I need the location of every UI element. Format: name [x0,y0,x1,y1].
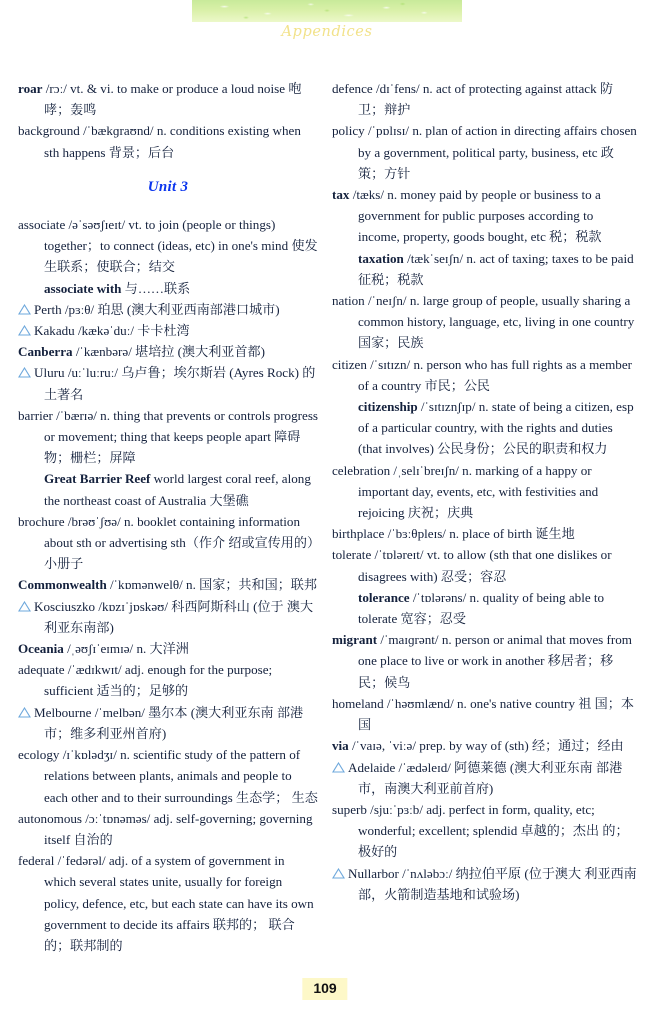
glossary-entry [332,460,637,524]
glossary-entry [18,638,318,659]
entry-definition: /tækˈseɪʃn/ n. act of taxing; taxes to be paid 征税；税款 [358,250,634,287]
entry-definition: /ˌəʊʃɪˈeɪmɪə/ n. 大洋洲 [63,641,189,657]
entry-line: to each other and to their surroundings 生态学； [44,768,292,805]
glossary-entry [18,702,318,744]
entry-line: chosen by a government, political party, business, [358,123,637,160]
entry-line: when sth happens 背景；后台 [44,123,301,160]
unit-heading: Unit 3 [147,178,189,195]
glossary-entry [18,214,318,278]
entry-headword: Commonwealth [18,577,107,593]
entry-first-line: Perth /pɜːθ/ 珀思 (澳大利亚西南部港口城市) [34,301,280,317]
entry-line: of relations between plants, animals and people [44,747,301,784]
glossary-entry [332,757,637,799]
entry-headword: tolerance [358,589,410,605]
glossary-entry [18,362,318,404]
entry-first-line: Melbourne /ˈmelbən/ 墨尔本 (澳大利亚东南 [34,704,274,720]
glossary-entry [332,735,637,756]
entry-definition: /ˈmaɪɡrənt/ n. person or animal that moves from one place to live or work in another 移居者；移民；候鸟 [358,632,632,690]
glossary-entry [332,799,637,863]
entry-line: 生态 [291,789,318,805]
entry-line: 绍或宣传用的）小册子 [44,535,314,572]
glossary-entry [18,278,318,299]
entry-definition: /tæks/ n. money paid by people or business to a government for public purposes according to income, property, goods bought, etc 税；税款 [349,187,602,245]
entry-group-after-unit [18,214,318,956]
entry-first-line: tolerate /ˈtɒləreɪt/ vt. to allow (sth that one dislikes [332,547,598,563]
entry-definition: /ˈtɒlərəns/ n. quality of being able to tolerate 宽容；忍受 [358,589,605,627]
glossary-entry [18,511,318,575]
entry-line: sharing a common history, language, etc, living [358,293,631,330]
entry-first-line: homeland /ˈhəʊmlænd/ n. one's native country 祖 [332,695,592,711]
glossary-column-right [332,70,637,905]
entry-headword: Great Barrier Reef [44,471,151,487]
banner-title: Appendices [281,24,373,40]
page-number: 109 [302,978,347,1000]
glossary-entry [18,341,318,362]
entry-headword: taxation [358,250,404,266]
glossary-entry [18,120,318,162]
entry-line: policy, defence, etc, but each state can have its [44,895,288,911]
glossary-column-left [18,70,318,956]
entry-first-line: background /ˈbækɡraʊnd/ n. conditions existing [18,123,270,139]
entry-line: 的；极好的 [358,823,629,860]
entry-first-line: roar /rɔː/ vt. & vi. to make or produce a loud noise [18,81,286,96]
entry-line: rejoicing 庆祝；庆典 [358,505,474,521]
entry-first-line: superb /sjuːˈpɜːb/ adj. perfect in form, quality, etc; [332,801,595,817]
glossary-entry [18,744,318,808]
glossary-entry [18,78,318,120]
entry-first-line: adequate /ˈædɪkwɪt/ adj. enough for the purpose; [18,662,273,678]
entry-line: 国；本国 [358,695,634,733]
entry-headword: associate with [44,280,122,296]
entry-line: own government to decide its affairs 联邦的； [44,895,314,932]
entry-definition: world largest coral reef, along the northeast coast of Australia 大堡礁 [44,471,311,508]
hollow-triangle-icon [332,868,345,879]
entry-first-line: policy /ˈpɒlɪsɪ/ n. plan of action in directing affairs [332,123,598,139]
entry-first-line: autonomous /ɔːˈtɒnəməs/ adj. self-governing; [18,810,257,826]
entry-line: information about sth or advertising sth（作介 [44,513,301,551]
glossary-entry [18,320,318,341]
entry-line: sufficient 适当的；足够的 [44,683,189,699]
entry-first-line: brochure /brəʊˈʃʊə/ n. booklet containing [18,513,235,529]
hollow-triangle-icon [18,367,31,378]
entry-group-right [332,78,637,905]
entry-headword: Oceania [18,641,64,657]
entry-line: 部港市，南澳大利亚前首府) [358,759,623,796]
glossary-entry [332,587,637,629]
glossary-entry [332,863,637,905]
entry-first-line: Nullarbor /ˈnʌləbɔː/ 纳拉伯平原 (位于澳大 [348,865,582,881]
entry-headword: tax [332,187,350,203]
entry-line: member of a country 市民；公民 [358,356,633,393]
glossary-entry [332,693,637,735]
entry-first-line: citizen /ˈsɪtɪzn/ n. person who has full rights as a [332,356,586,372]
entry-line: important day, events, etc, with festivities and [358,483,599,499]
entry-first-line: barrier /ˈbærɪə/ n. thing that prevents or controls [18,407,271,423]
glossary-entry [18,468,318,510]
entry-line: 部港市；维多利亚州首府) [44,704,304,741]
banner-texture-icon [192,0,462,22]
glossary-entry [18,850,318,956]
entry-definition: 与……联系 [121,280,191,296]
entry-line: 联合的；联邦制的 [44,916,295,953]
glossary-entry [332,248,637,290]
glossary-entry [332,629,637,693]
glossary-entry [332,396,637,460]
entry-definition: /ˈsɪtɪznʃɪp/ n. state of being a citizen, esp of a particular country, with the rights and duties (that involves) 公民身份；公民的职责和权力 [358,399,634,457]
entry-definition: /ˈkænbərə/ 堪培拉 (澳大利亚首都) [72,344,265,360]
entry-first-line: Kosciuszko /kɒzɪˈjɒskəʊ/ 科西阿斯科山 (位于 [34,598,284,614]
entry-line: together；to connect (ideas, etc) in one's mind [44,238,289,254]
hollow-triangle-icon [18,304,31,315]
entry-first-line: ecology /ɪˈkɒlədʒɪ/ n. scientific study of the pattern [18,747,286,763]
glossary-entry [18,299,318,320]
glossary-entry [332,544,637,586]
glossary-entry [332,120,637,184]
entry-first-line: nation /ˈneɪʃn/ n. large group of people, usually [332,293,580,309]
hollow-triangle-icon [18,707,31,718]
entry-headword: migrant [332,632,378,648]
glossary-entry [332,290,637,354]
entry-line: etc 政策；方针 [358,144,614,181]
entry-definition: /ˈvaɪə, ˈviːə/ prep. by way of (sth) 经；通过；经由 [348,738,624,754]
entry-line: 使发生联系；使联合；结交 [44,238,318,275]
entry-first-line: associate /əˈsəʊʃɪeɪt/ vt. to join (people or things) [18,217,276,233]
hollow-triangle-icon [332,762,345,773]
entry-first-line: celebration /ˌselɪˈbreɪʃn/ n. marking of a happy or [332,462,592,478]
hollow-triangle-icon [18,325,31,336]
entry-line: 咆哮；轰鸣 [44,81,302,118]
entry-line: 利亚西南部，火箭制造基地和试验场) [358,865,637,902]
entry-first-line: Uluru /uːˈluːruː/ 乌卢鲁；埃尔斯岩 (Ayres Rock) [34,365,300,381]
entry-line: which several states unite, usually for foreign [44,874,283,890]
appendices-banner [192,0,462,46]
entry-line: 澳大利亚东南部) [44,598,314,635]
entry-first-line: birthplace /ˈbɜːθpleɪs/ n. place of birth 诞生地 [332,526,575,542]
glossary-entry [18,659,318,701]
glossary-entry [18,574,318,595]
glossary-entry [332,523,637,544]
glossary-entry [332,184,637,248]
entry-line: 防卫；辩护 [358,81,614,118]
entry-headword: roar [18,81,43,96]
entry-first-line: Kakadu /kækəˈduː/ 卡卡杜湾 [34,323,190,339]
hollow-triangle-icon [18,601,31,612]
entry-line: progress or movement; thing that keeps people [44,407,319,445]
glossary-entry [18,808,318,850]
entry-headword: citizenship [358,399,418,415]
entry-first-line: Adelaide /ˈædəleɪd/ 阿德莱德 (澳大利亚东南 [348,759,593,775]
entry-headword: via [332,738,349,754]
entry-definition: /ˈkɒmənwelθ/ n. 国家；共和国；联邦 [106,577,317,593]
entry-line: or disagrees with) 忍受；容忍 [358,547,612,584]
entry-group-before-unit [18,78,318,163]
entry-first-line: defence /dɪˈfens/ n. act of protecting against attack [332,81,597,96]
glossary-entry [332,354,637,396]
entry-line: in one country 国家；民族 [358,314,635,351]
entry-line: 的土著名 [44,365,316,402]
glossary-entry [18,596,318,638]
entry-headword: Canberra [18,344,73,360]
entry-line: apart 障碍物；栅栏；屏障 [44,429,301,466]
entry-line: governing itself 自治的 [44,810,313,847]
glossary-entry [332,78,637,120]
glossary-entry [18,405,318,469]
entry-line: wonderful; excellent; splendid 卓越的；杰出 [358,823,600,839]
entry-first-line: federal /ˈfedərəl/ adj. of a system of government in [18,853,285,869]
